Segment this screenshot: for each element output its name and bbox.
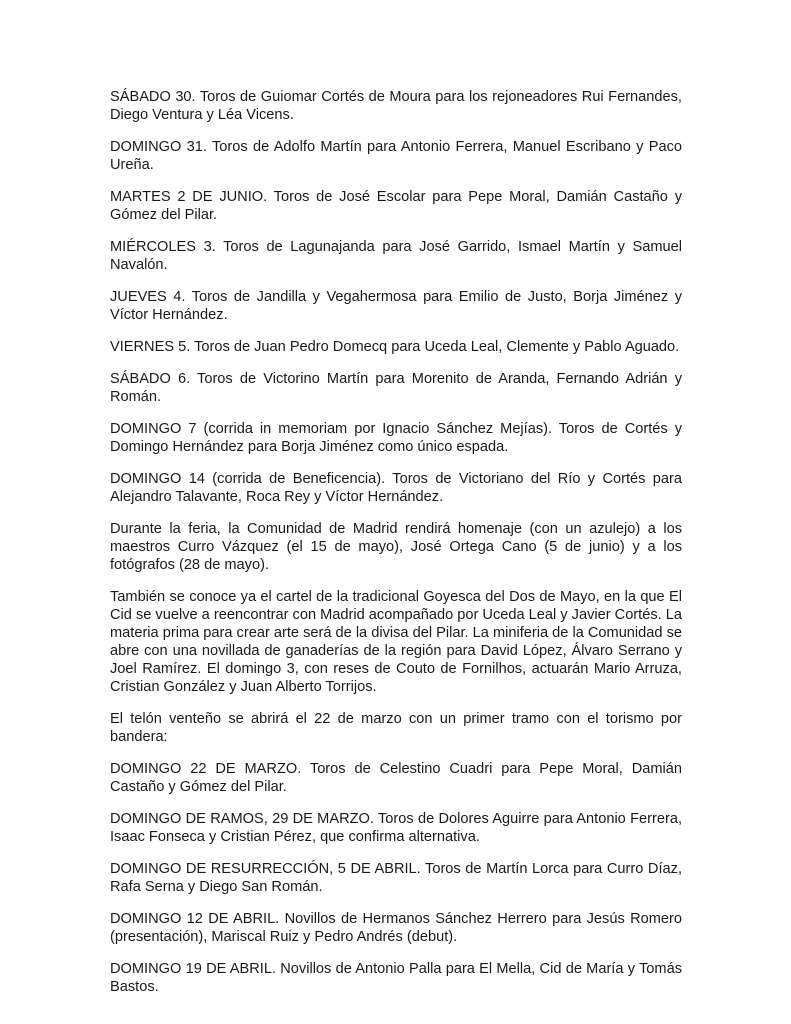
paragraph-domingo-14: DOMINGO 14 (corrida de Beneficencia). Toros de Victoriano del Río y Cortés para Alejandro Talavante, Roca Rey y Víctor Hernández. <box>110 471 682 505</box>
paragraph-jueves-4: JUEVES 4. Toros de Jandilla y Vegahermosa para Emilio de Justo, Borja Jiménez y Víctor Hernández. <box>110 289 682 323</box>
paragraph-domingo-22-marzo: DOMINGO 22 DE MARZO. Toros de Celestino Cuadri para Pepe Moral, Damián Castaño y Gómez del Pilar. <box>110 761 682 795</box>
document-page <box>110 88 682 1010</box>
paragraph-viernes-5: VIERNES 5. Toros de Juan Pedro Domecq para Uceda Leal, Clemente y Pablo Aguado. <box>110 339 680 355</box>
paragraph-domingo-resurreccion: DOMINGO DE RESURRECCIÓN, 5 DE ABRIL. Toros de Martín Lorca para Curro Díaz, Rafa Serna y Diego San Román. <box>110 861 682 895</box>
paragraph-sabado-6: SÁBADO 6. Toros de Victorino Martín para Morenito de Aranda, Fernando Adrián y Román. <box>110 371 682 405</box>
paragraph-domingo-12-abril: DOMINGO 12 DE ABRIL. Novillos de Hermanos Sánchez Herrero para Jesús Romero (presentación), Mariscal Ruiz y Pedro Andrés (debut). <box>110 911 682 945</box>
paragraph-domingo-ramos: DOMINGO DE RAMOS, 29 DE MARZO. Toros de Dolores Aguirre para Antonio Ferrera, Isaac Fonseca y Cristian Pérez, que confirma alternativa. <box>110 811 682 845</box>
paragraph-domingo-7: DOMINGO 7 (corrida in memoriam por Ignacio Sánchez Mejías). Toros de Cortés y Domingo Hernández para Borja Jiménez como único espada. <box>110 421 682 455</box>
paragraph-miercoles-3: MIÉRCOLES 3. Toros de Lagunajanda para José Garrido, Ismael Martín y Samuel Navalón. <box>110 239 682 273</box>
paragraph-domingo-19-abril: DOMINGO 19 DE ABRIL. Novillos de Antonio Palla para El Mella, Cid de María y Tomás Bastos. <box>110 961 682 995</box>
paragraph-telon-venteno: El telón venteño se abrirá el 22 de marzo con un primer tramo con el torismo por bandera: <box>110 711 682 745</box>
paragraph-goyesca: También se conoce ya el cartel de la tradicional Goyesca del Dos de Mayo, en la que El Cid se vuelve a reencontrar con Madrid acompañado por Uceda Leal y Javier Cortés. La materia prima para crear arte será de la divisa del Pilar. La miniferia de la Comunidad se abre con una novillada de ganaderías de la región para David López, Álvaro Serrano y Joel Ramírez. El domingo 3, con reses de Couto de Fornilhos, actuarán Mario Arruza, Cristian González y Juan Alberto Torrijos. <box>110 589 682 695</box>
paragraph-domingo-31: DOMINGO 31. Toros de Adolfo Martín para Antonio Ferrera, Manuel Escribano y Paco Ureña. <box>110 139 682 173</box>
paragraph-homenaje: Durante la feria, la Comunidad de Madrid rendirá homenaje (con un azulejo) a los maestros Curro Vázquez (el 15 de mayo), José Ortega Cano (5 de junio) y a los fotógrafos (28 de mayo). <box>110 521 682 573</box>
paragraph-sabado-30: SÁBADO 30. Toros de Guiomar Cortés de Moura para los rejoneadores Rui Fernandes, Diego Ventura y Léa Vicens. <box>110 89 682 123</box>
paragraph-martes-2-junio: MARTES 2 DE JUNIO. Toros de José Escolar para Pepe Moral, Damián Castaño y Gómez del Pilar. <box>110 189 682 223</box>
